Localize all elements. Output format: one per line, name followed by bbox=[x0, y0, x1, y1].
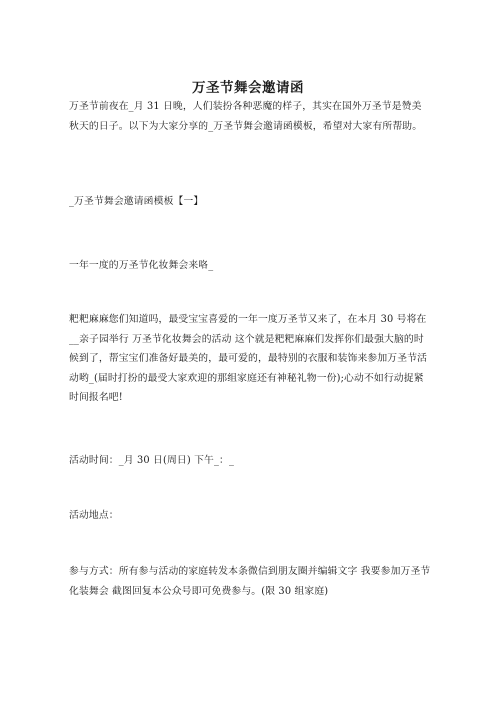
body-paragraph: 粑粑麻麻您们知道吗，最受宝宝喜爱的一年一度万圣节又来了，在本月 30 号将在__亲子园举行 万圣节化妆舞会的活动 这个就是粑粑麻麻们发挥你们最强大脑的时候到了，帮宝宝们准备好最美的，最可爱的，最特别的衣服和装饰来参加万圣节活动哟_(届时打扮的最受大家欢迎的那组家庭还有神秘礼物一份);心动不如行动捉紧时间报名吧! bbox=[69, 314, 428, 403]
activity-time: 活动时间：_月 30 日(周日) 下午_：_ bbox=[69, 455, 235, 466]
subheading: 一年一度的万圣节化妆舞会来咯_ bbox=[69, 260, 214, 271]
activity-place: 活动地点： bbox=[69, 510, 119, 521]
participation-method: 参与方式：所有参与活动的家庭转发本条微信到朋友圈并编辑文字 我要参加万圣节化装舞会 截图回复本公众号即可免费参与。(限 30 组家庭) bbox=[69, 566, 431, 597]
section-heading: _万圣节舞会邀请函模板【一】 bbox=[69, 196, 204, 207]
document-title: 万圣节舞会邀请函 bbox=[192, 80, 304, 96]
intro-paragraph: 万圣节前夜在_月 31 日晚，人们装扮各种恶魔的样子，其实在国外万圣节是赞美秋天的日子。以下为大家分享的_万圣节舞会邀请函模板，希望对大家有所帮助。 bbox=[69, 101, 423, 132]
